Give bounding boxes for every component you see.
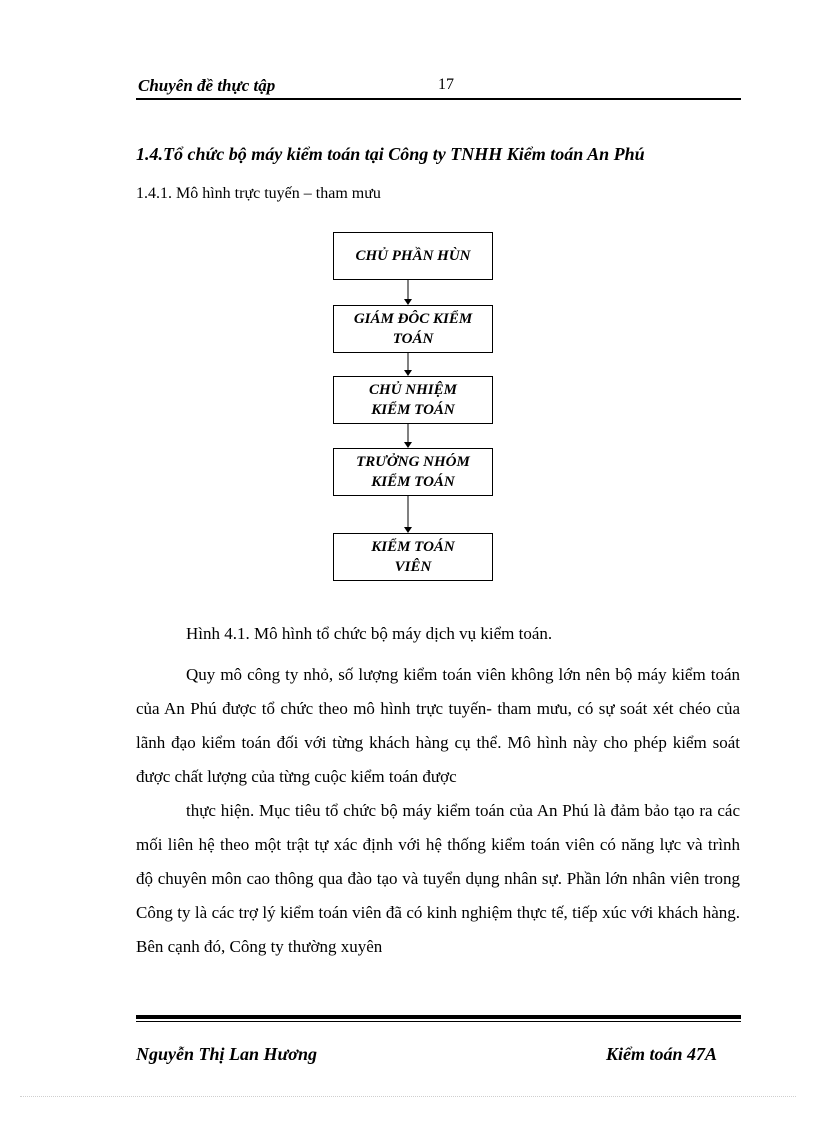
org-box-chu-nhiem-kiem-toan: CHỦ NHIỆM KIỂM TOÁN	[333, 376, 493, 424]
body-paragraph-1: Quy mô công ty nhỏ, số lượng kiểm toán viên không lớn nên bộ máy kiểm toán của An Phú được tổ chức theo mô hình trực tuyến- tham mưu, có sự soát xét chéo của lãnh đạo kiểm toán đối với từng khách hàng cụ thể. Mô hình này cho phép kiểm soát được chất lượng của từng cuộc kiểm toán được	[136, 665, 740, 786]
footer-divider-thick	[136, 1015, 741, 1019]
arrowhead-1	[404, 299, 412, 305]
page-edge-dots	[20, 1096, 796, 1097]
page-number: 17	[438, 76, 454, 93]
arrowhead-4	[404, 527, 412, 533]
figure-caption: Hình 4.1. Mô hình tổ chức bộ máy dịch vụ kiểm toán.	[186, 624, 553, 643]
org-box-truong-nhom-kiem-toan: TRƯỞNG NHÓM KIỂM TOÁN	[333, 448, 493, 496]
section-heading: 1.4.Tổ chức bộ máy kiểm toán tại Công ty TNHH Kiểm toán An Phú	[136, 144, 645, 164]
header-title: Chuyên đề thực tập	[138, 76, 276, 95]
org-box-giam-doc-kiem-toan: GIÁM ĐÔC KIỂM TOÁN	[333, 305, 493, 353]
arrowhead-3	[404, 442, 412, 448]
arrowhead-2	[404, 370, 412, 376]
footer-divider-thin	[136, 1021, 741, 1022]
footer-class: Kiểm toán 47A	[606, 1044, 718, 1064]
subsection-heading: 1.4.1. Mô hình trực tuyến – tham mưu	[136, 185, 381, 202]
body-paragraph-2: thực hiện. Mục tiêu tổ chức bộ máy kiểm toán của An Phú là đảm bảo tạo ra các mối liên hệ theo một trật tự xác định với hệ thống kiểm toán viên có năng lực và trình độ chuyên môn cao thông qua đào tạo và tuyển dụng nhân sự. Phần lớn nhân viên trong Công ty là các trợ lý kiểm toán viên đã có kinh nghiệm thực tế, tiếp xúc với khách hàng. Bên cạnh đó, Công ty thường xuyên	[136, 801, 740, 956]
org-box-kiem-toan-vien: KIỂM TOÁN VIÊN	[333, 533, 493, 581]
org-box-chu-phan-hun: CHỦ PHẦN HÙN	[333, 232, 493, 280]
footer-author: Nguyễn Thị Lan Hương	[136, 1044, 317, 1064]
